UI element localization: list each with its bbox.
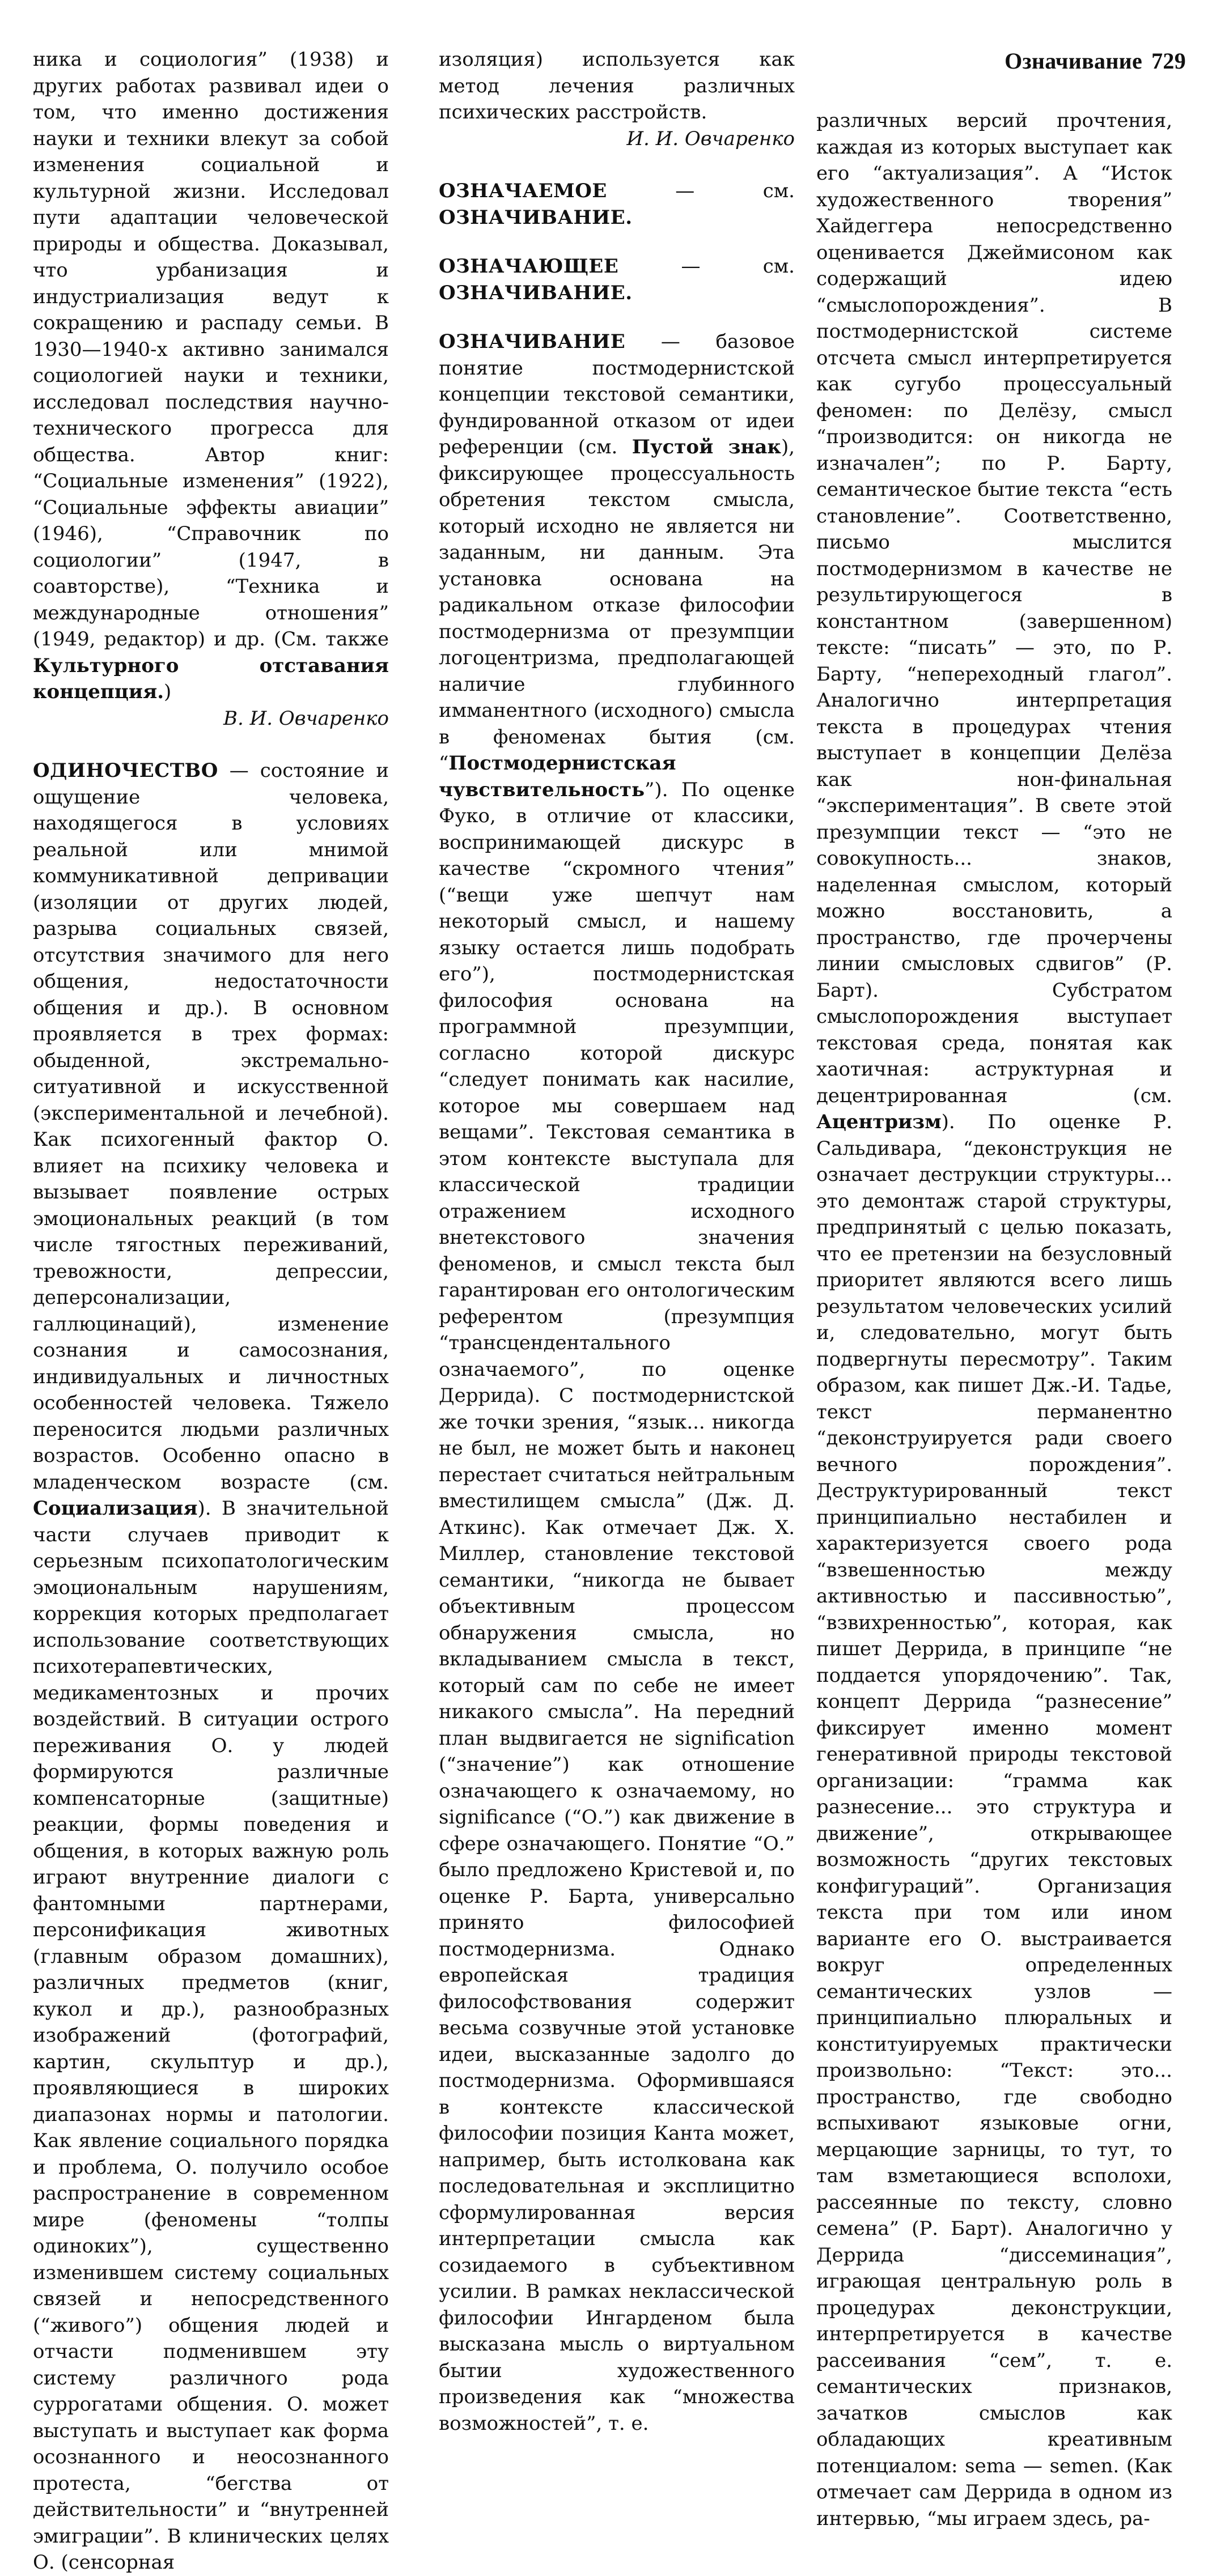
author-signature: И. И. Овчаренко xyxy=(626,127,795,150)
entry-heading: ОЗНАЧИВАНИЕ xyxy=(439,330,626,353)
cross-reference: Ацентризм xyxy=(816,1111,942,1133)
text-run: ника и социология” (1938) и других работах развивал идеи о том, что именно достижения науки и техники влекут за собой изменения социальной и культурной жизни. Исследовал пути адаптации человеческой природы и общества. Доказывал, что урбанизация и индустриализация ведут к сокращению и распаду семьи. В 1930—1940-х активно занимался социологией науки и техники, исследовал последствия научно-технического прогресса для общества. Автор книг: “Социальные изменения” (1922), “Социальные эффекты авиации” (1946), “Справочник по социологии” (1947, в соавторстве), “Техника и международные отношения” (1949, редактор) и др. (См. также xyxy=(33,48,389,651)
paragraph: изоляция) используется как метод лечения различных психических расстройств. xyxy=(439,48,795,124)
text-run: ), фиксирующее процессуальность обретения текстом смысла, который исходно не является ни заданным, ни данным. Эта установка основана на радикальном отказе философии постмодернизма от презумпции логоцентризма, предполагающей наличие глубинного имманентного (исходного) смысла в феноменах бытия (см. “ xyxy=(439,436,795,775)
text-run: — базовое понятие постмодернистской концепции текстовой семантики, фундированной отказом от идеи референции (см. xyxy=(439,330,795,458)
text-run: ). По оценке Р. Сальдивара, “деконструкция не означает деструкции структуры... это демонтаж старой структуры, предпринятый с целью показать, что ее претензии на безусловный приоритет являются всего лишь результатом человеческих усилий и, следовательно, могут быть подвергнуты пересмотру”. Таким образом, как пишет Дж.-И. Тадье, текст перманентно “деконструируется ради своего вечного порождения”. Деструктурированный текст принципиально нестабилен и характеризуется своего рода “взвешенностью между активностью и пассивностью”, “взвихренностью”, которая, как пишет Деррида, в принципе “не поддается упорядочению”. Так, концепт Деррида “разнесение” фиксирует именно момент генеративной природы текстовой организации: “грамма как разнесение... это структура и движение”, открывающее возможность “других текстовых конфигураций”. Организация текста при том или ином варианте его О. выстраивается вокруг определенных семантических узлов — принципиально плюральных и конституируемых практически произвольно: “Текст: это... пространство, где свободно вспыхивают языковые огни, мерцающие зарницы, то тут, то там взметающиеся всполохи, рассеянные по тексту, словно семена” (Р. Барт). Аналогично у Деррида “диссеминация”, играющая центральную роль в процедурах деконструкции, интерпретируется в качестве рассеивания “сем”, т. е. семантических признаков, зачатков смыслов как обладающих креативным потенциалом: sema — semen. (Как отмечает сам Деррида в одном из интервью, “мы играем здесь, ра- xyxy=(816,1111,1172,2530)
entry-heading: ОЗНАЧАЮЩЕЕ xyxy=(439,255,619,278)
text-run: различных версий прочтения, каждая из которых выступает как его “актуализация”. А “Исток художественного творения” Хайдеггера непосредственно оценивается Джеймисоном как содержащий идею “смыслопорождения”. В постмодернистской системе отсчета смысл интерпретируется как сугубо процессуальный феномен: по Делёзу, смысл “производится: он никогда не изначален”; по Р. Барту, семантическое бытие текста “есть становление”. Соответственно, письмо мыслится постмодернизмом в качестве не результирующегося в константном (завершенном) тексте: “писать” — это, по Р. Барту, “непереходный глагол”. Аналогично интерпретация текста в процедурах чтения выступает в концепции Делёза как нон-финальная “экспериментация”. В свете этой презумпции текст — “это не совокупность... знаков, наделенная смыслом, который можно восстановить, а пространство, где прочерчены линии смысловых сдвигов” (Р. Барт). Субстратом смыслопорождения выступает текстовая среда, понятая как хаотичная: аструктурная и децентрированная (см. xyxy=(816,109,1172,1107)
entry-odinochestvo xyxy=(33,758,389,2576)
running-header xyxy=(1005,48,1186,74)
entry-oznachivanie xyxy=(439,329,795,2437)
header-title: Означивание xyxy=(1005,48,1143,74)
cross-reference: ОЗНАЧИВАНИЕ. xyxy=(439,206,633,229)
entry-oznachaemoe xyxy=(439,178,795,231)
cross-reference: Культурного отставания концепция. xyxy=(33,654,389,703)
author-signature: В. И. Овчаренко xyxy=(223,707,389,730)
text-run: — см. xyxy=(607,180,795,202)
cross-reference: Постмодернистская чувствительность xyxy=(439,752,676,801)
cross-reference: Социализация xyxy=(33,1497,198,1520)
text-run: — см. xyxy=(618,255,795,278)
paragraph xyxy=(33,46,389,705)
entry-heading: ОДИНОЧЕСТВО xyxy=(33,759,218,782)
paragraph xyxy=(816,108,1172,2532)
column-1 xyxy=(33,46,389,2576)
cross-reference: ОЗНАЧИВАНИЕ. xyxy=(439,281,633,304)
column-2 xyxy=(439,46,795,2437)
cross-reference: Пустой знак xyxy=(632,436,781,458)
text-run: ). В значительной части случаев приводит к серьезным психопатологическим эмоциональным нарушениям, коррекция которых предполагает использование соответствующих психотерапевтических, медикаментозных и прочих воздействий. В ситуации острого переживания О. у людей формируются различные компенсаторные (защитные) реакции, формы поведения и общения, в которых важную роль играют внутренние диалоги с фантомными партнерами, персонификация животных (главным образом домашних), различных предметов (книг, кукол и др.), разнообразных изображений (фотографий, картин, скульптур и др.), проявляющиеся в широких диапазонах нормы и патологии. Как явление социального порядка и проблема, О. получило особое распространение в современном мире (феномены “толпы одиноких”), существенно изменившем систему социальных связей и непосредственного (“живого”) общения людей и отчасти подменившем эту систему различного рода суррогатами общения. О. может выступать и выступает как форма осознанного и неосознанного протеста, “бегства от действительности” и “внутренней эмиграции”. В клинических целях О. (сенсорная xyxy=(33,1497,389,2574)
text-run: ) xyxy=(164,681,172,703)
entry-heading: ОЗНАЧАЕМОЕ xyxy=(439,180,607,202)
entry-oznachayuschee xyxy=(439,253,795,306)
text-run: — состояние и ощущение человека, находящегося в условиях реальной или мнимой коммуникативной депривации (изоляции от других людей, разрыва социальных связей, отсутствия значимого для него общения, недостаточности общения и др.). В основном проявляется в трех формах: обыденной, экстремально-ситуативной и искусственной (экспериментальной и лечебной). Как психогенный фактор О. влияет на психику человека и вызывает появление острых эмоциональных реакций (в том числе тягостных переживаний, тревожности, депрессии, деперсонализации, галлюцинаций), изменение сознания и самосознания, индивидуальных и личностных особенностей человека. Тяжело переносится людьми различных возрастов. Особенно опасно в младенческом возрасте (см. xyxy=(33,759,389,1494)
page-number: 729 xyxy=(1151,48,1186,74)
column-3 xyxy=(816,108,1172,2532)
text-run: ”). По оценке Фуко, в отличие от классики, воспринимающей дискурс в качестве “скромного чтения” (“вещи уже шепчут нам некоторый смысл, и нашему языку остается лишь подобрать его”), постмодернистская философия основана на программной презумпции, согласно которой дискурс “следует понимать как насилие, которое мы совершаем над вещами”. Текстовая семантика в этом контексте выступала для классической традиции отражением исходного внетекстового значения феноменов, и смысл текста был гарантирован его онтологическим референтом (презумпция “трансцендентального означаемого”, по оценке Деррида). С постмодернистской же точки зрения, “язык... никогда не был, не может быть и наконец перестает считаться нейтральным вместилищем смысла” (Дж. Д. Аткинс). Как отмечает Дж. Х. Миллер, становление текстовой семантики, “никогда не бывает объективным процессом обнаружения смысла, но вкладыванием смысла в текст, который сам по себе не имеет никакого смысла”. На передний план выдвигается не signification (“значение”) как отношение означающего к означаемому, но significance (“О.”) как движение в сфере означающего. Понятие “О.” было предложено Кристевой и, по оценке Р. Барта, универсально принято философией постмодернизма. Однако европейская традиция философствования содержит весьма созвучные этой установке идеи, высказанные задолго до постмодернизма. Оформившаяся в контексте классической философии позиция Канта может, например, быть истолкована как последовательная и эксплицитно сформулированная версия интерпретации смысла как созидаемого в субъективном усилии. В рамках неклассической философии Ингарденом была высказана мысль о виртуальном бытии художественного произведения как “множества возможностей”, т. е. xyxy=(439,778,795,2435)
